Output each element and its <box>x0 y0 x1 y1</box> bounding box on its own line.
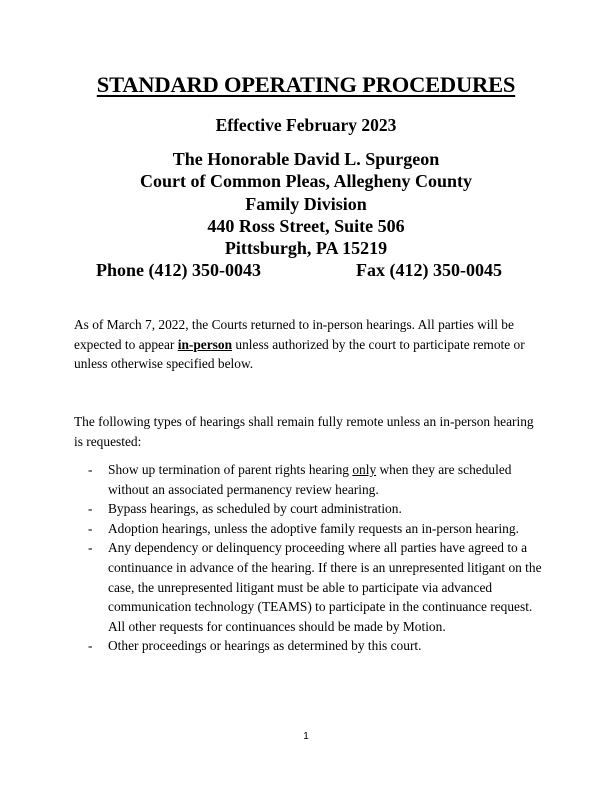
list-item <box>88 538 548 636</box>
bullet-dash: - <box>88 638 93 654</box>
list-item-text: when they are scheduled without an associated permanency review hearing. <box>108 462 512 497</box>
division-name: Family Division <box>245 193 367 214</box>
bullet-dash: - <box>88 540 93 556</box>
list-item-text: Show up termination of parent rights hearing <box>108 462 353 477</box>
remote-hearings-paragraph: The following types of hearings shall remain fully remote unless an in-person hearing is requested: <box>74 414 534 449</box>
court-name: Court of Common Pleas, Allegheny County <box>140 171 472 192</box>
list-item <box>88 519 548 539</box>
intro-paragraph <box>74 315 544 374</box>
list-item-text: Bypass hearings, as scheduled by court administration. <box>108 501 402 517</box>
phone-number: Phone (412) 350-0043 <box>96 260 261 281</box>
only-underlined: only <box>352 462 377 477</box>
judge-name: The Honorable David L. Spurgeon <box>172 149 440 169</box>
intro-text-end: unless authorized by the court to participate remote or unless otherwise specified below. <box>74 336 525 372</box>
address-line-1: 440 Ross Street, Suite 506 <box>207 215 405 236</box>
effective-date: Effective February 2023 <box>215 115 397 135</box>
header-block <box>0 114 612 282</box>
list-item-text: Any dependency or delinquency proceeding where all parties have agreed to a continuance in advance of the hearing. If there is an unrepresented litigant on the case, the unrepresented litigant must be able to participate via advanced communication technology (TEAMS) to participate in the continuance request. All other requests for continuances should be made by Motion. <box>108 540 542 634</box>
in-person-emphasis: in-person <box>177 336 233 352</box>
list-item-text: Other proceedings or hearings as determined by this court. <box>108 638 422 654</box>
list-item-text: Adoption hearings, unless the adoptive family requests an in-person hearing. <box>108 520 519 536</box>
intro-text-start: As of March 7, 2022, the Courts returned to in-person hearings. All parties will be expected to appear <box>74 317 514 352</box>
document-title: STANDARD OPERATING PROCEDURES <box>96 72 516 97</box>
list-item <box>88 636 548 656</box>
remote-hearings-list <box>88 460 548 656</box>
page-number: 1 <box>303 731 309 742</box>
address-line-2: Pittsburgh, PA 15219 <box>224 238 388 259</box>
contact-row <box>0 259 612 282</box>
bullet-dash: - <box>88 462 93 477</box>
fax-number: Fax (412) 350-0045 <box>356 260 502 281</box>
bullet-dash: - <box>88 520 93 536</box>
list-item <box>88 460 548 499</box>
bullet-dash: - <box>88 501 93 517</box>
list-item <box>88 499 548 519</box>
